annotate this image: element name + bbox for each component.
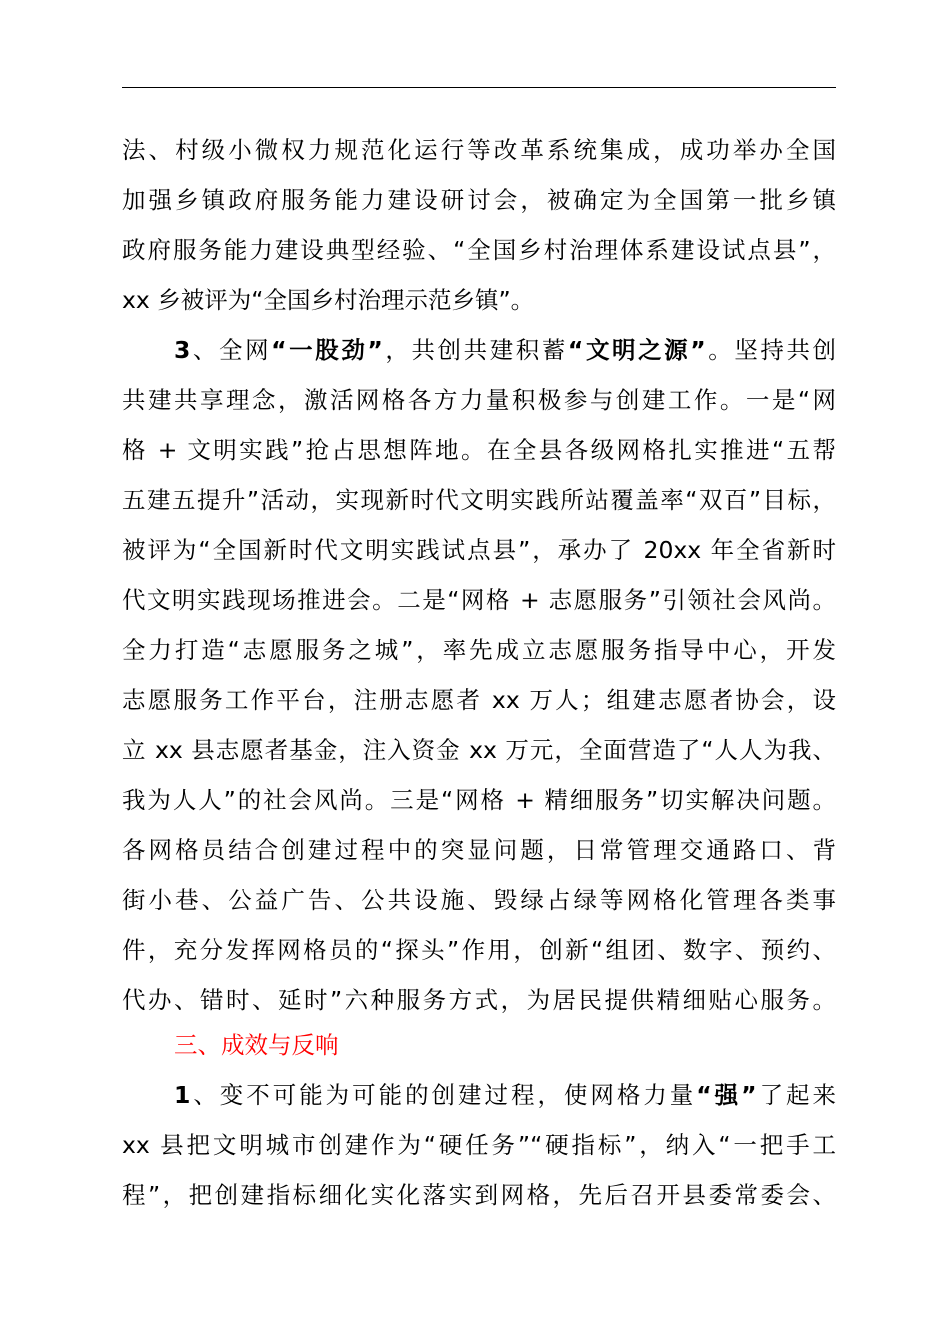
header-rule — [122, 87, 836, 88]
text-line: 加强乡镇政府服务能力建设研讨会，被确定为全国第一批乡镇 — [122, 186, 836, 214]
text-line: 法、村级小微权力规范化运行等改革系统集成，成功举办全国 — [122, 136, 836, 164]
text-line: 被评为“全国新时代文明实践试点县”，承办了 20xx 年全省新时 — [122, 536, 836, 564]
point-text: 了起来 — [756, 1081, 837, 1109]
text-line: 我为人人”的社会风尚。三是“网格 + 精细服务”切实解决问题。 — [122, 786, 836, 814]
text-line: 政府服务能力建设典型经验、“全国乡村治理体系建设试点县”， — [122, 236, 836, 264]
text-line: 志愿服务工作平台，注册志愿者 xx 万人；组建志愿者协会，设 — [122, 686, 836, 714]
text-line: 格 + 文明实践”抢占思想阵地。在全县各级网格扎实推进“五帮 — [122, 436, 836, 464]
text-line: 代文明实践现场推进会。二是“网格 + 志愿服务”引领社会风尚。 — [122, 586, 836, 614]
text-line: 件，充分发挥网格员的“探头”作用，创新“组团、数字、预约、 — [122, 936, 836, 964]
text-line: 代办、错时、延时”六种服务方式，为居民提供精细贴心服务。 — [122, 986, 836, 1014]
text-line: 全力打造“志愿服务之城”，率先成立志愿服务指导中心，开发 — [122, 636, 836, 664]
text-line: xx 乡被评为“全国乡村治理示范乡镇”。 — [122, 286, 535, 314]
point-text: 、变不可能为可能的创建过程，使网格力量 — [190, 1081, 697, 1109]
text-line: 立 xx 县志愿者基金，注入资金 xx 万元，全面营造了“人人为我、 — [122, 736, 836, 764]
text-line: 共建共享理念，激活网格各方力量积极参与创建工作。一是“网 — [122, 386, 836, 414]
point-text: 、全网 — [190, 336, 272, 364]
point-number: 1 — [174, 1081, 191, 1109]
section-heading: 三、成效与反响 — [174, 1031, 339, 1059]
point-emphasis: “一股劲” — [271, 336, 383, 364]
text-line: 各网格员结合创建过程中的突显问题，日常管理交通路口、背 — [122, 836, 836, 864]
point-text: 。坚持共创 — [705, 336, 837, 364]
point-1-heading-line — [174, 1070, 836, 1120]
point-3-heading-line — [174, 325, 836, 375]
text-line: xx 县把文明城市创建作为“硬任务”“硬指标”，纳入“一把手工 — [122, 1131, 836, 1159]
text-line: 五建五提升”活动，实现新时代文明实践所站覆盖率“双百”目标， — [122, 486, 836, 514]
text-line: 程”，把创建指标细化实化落实到网格，先后召开县委常委会、 — [122, 1181, 836, 1209]
point-emphasis: “文明之源” — [567, 336, 706, 364]
point-emphasis: “强” — [696, 1081, 757, 1109]
text-line: 街小巷、公益广告、公共设施、毁绿占绿等网格化管理各类事 — [122, 886, 836, 914]
point-text: ，共创共建积蓄 — [382, 336, 568, 364]
point-number: 3 — [174, 336, 191, 364]
